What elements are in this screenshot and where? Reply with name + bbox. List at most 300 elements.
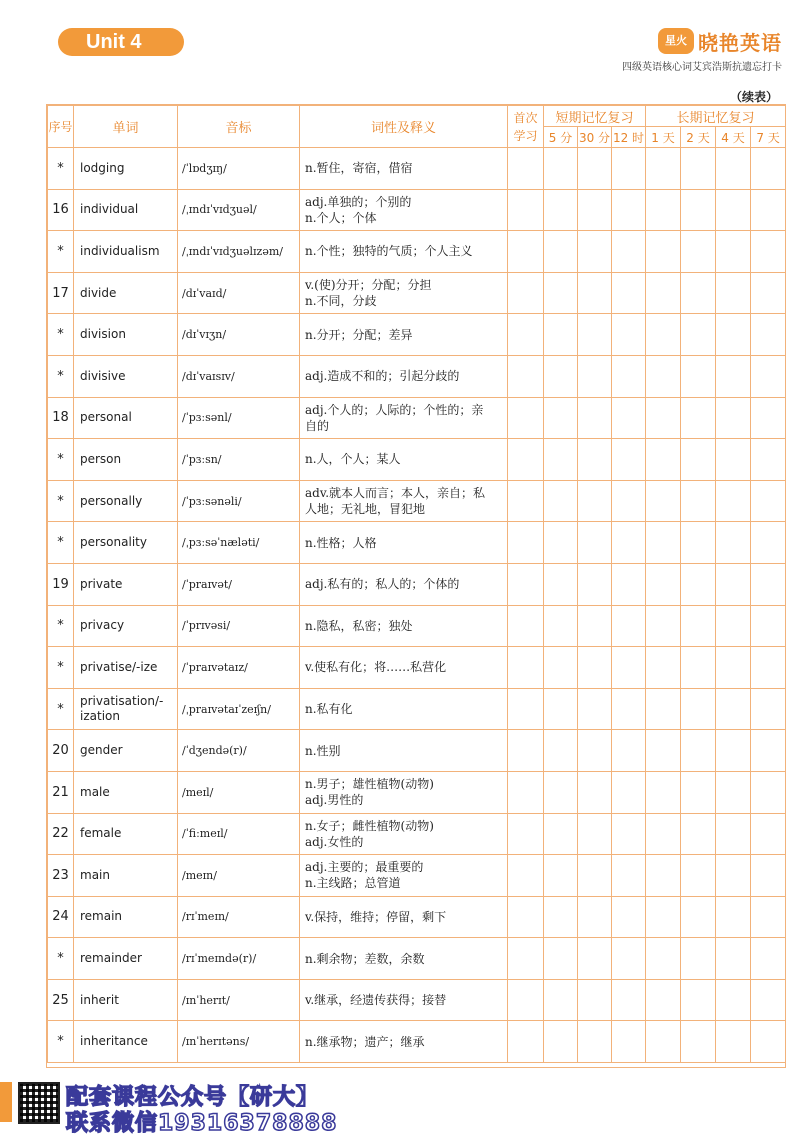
row-definition <box>300 979 508 1021</box>
review-checkbox-cell[interactable] <box>716 855 751 897</box>
table-row <box>48 688 786 730</box>
row-phonetic: /ɪnˈherɪt/ <box>178 979 300 1021</box>
review-checkbox-cell[interactable] <box>544 439 578 481</box>
row-phonetic: /dɪˈvaɪd/ <box>178 272 300 314</box>
review-checkbox-cell[interactable] <box>646 855 681 897</box>
definition-line: n.分开；分配；差异 <box>305 327 413 342</box>
table-row <box>48 979 786 1021</box>
table-row <box>48 272 786 314</box>
review-checkbox-cell[interactable] <box>578 522 612 564</box>
row-number: * <box>48 938 74 980</box>
review-checkbox-cell[interactable] <box>716 397 751 439</box>
row-word: private <box>74 563 178 605</box>
review-checkbox-cell[interactable] <box>646 896 681 938</box>
review-checkbox-cell[interactable] <box>716 439 751 481</box>
review-checkbox-cell[interactable] <box>612 730 646 772</box>
review-checkbox-cell[interactable] <box>646 730 681 772</box>
review-checkbox-cell[interactable] <box>751 355 786 397</box>
review-checkbox-cell[interactable] <box>716 647 751 689</box>
review-checkbox-cell[interactable] <box>508 314 544 356</box>
review-checkbox-cell[interactable] <box>544 314 578 356</box>
row-phonetic: /ˈpɜːsənəli/ <box>178 480 300 522</box>
review-checkbox-cell[interactable] <box>544 563 578 605</box>
review-checkbox-cell[interactable] <box>544 647 578 689</box>
review-checkbox-cell[interactable] <box>578 688 612 730</box>
review-checkbox-cell[interactable] <box>646 480 681 522</box>
review-checkbox-cell[interactable] <box>612 1021 646 1063</box>
row-number: 18 <box>48 397 74 439</box>
row-definition <box>300 355 508 397</box>
row-word: division <box>74 314 178 356</box>
row-word: personality <box>74 522 178 564</box>
review-checkbox-cell[interactable] <box>751 480 786 522</box>
review-checkbox-cell[interactable] <box>646 522 681 564</box>
review-checkbox-cell[interactable] <box>716 355 751 397</box>
review-checkbox-cell[interactable] <box>508 231 544 273</box>
row-phonetic: /ˈpraɪvət/ <box>178 563 300 605</box>
review-checkbox-cell[interactable] <box>612 355 646 397</box>
review-checkbox-cell[interactable] <box>544 605 578 647</box>
review-checkbox-cell[interactable] <box>612 522 646 564</box>
header-30min: 30 分 <box>578 127 612 148</box>
definition-line: v.继承，经遗传获得；接替 <box>305 993 447 1008</box>
review-checkbox-cell[interactable] <box>578 231 612 273</box>
review-checkbox-cell[interactable] <box>716 522 751 564</box>
row-number: * <box>48 522 74 564</box>
review-checkbox-cell[interactable] <box>646 938 681 980</box>
review-checkbox-cell[interactable] <box>508 813 544 855</box>
review-checkbox-cell[interactable] <box>681 813 716 855</box>
row-word: male <box>74 771 178 813</box>
review-checkbox-cell[interactable] <box>681 855 716 897</box>
row-number: 24 <box>48 896 74 938</box>
review-checkbox-cell[interactable] <box>646 605 681 647</box>
review-checkbox-cell[interactable] <box>612 563 646 605</box>
review-checkbox-cell[interactable] <box>508 688 544 730</box>
review-checkbox-cell[interactable] <box>681 1021 716 1063</box>
review-checkbox-cell[interactable] <box>578 1021 612 1063</box>
review-checkbox-cell[interactable] <box>646 189 681 231</box>
review-checkbox-cell[interactable] <box>612 688 646 730</box>
review-checkbox-cell[interactable] <box>612 605 646 647</box>
review-checkbox-cell[interactable] <box>716 272 751 314</box>
row-number: * <box>48 314 74 356</box>
review-checkbox-cell[interactable] <box>508 522 544 564</box>
review-checkbox-cell[interactable] <box>681 730 716 772</box>
review-checkbox-cell[interactable] <box>681 355 716 397</box>
row-number: 22 <box>48 813 74 855</box>
table-row <box>48 189 786 231</box>
review-checkbox-cell[interactable] <box>508 397 544 439</box>
definition-line: adj.男性的 <box>305 793 364 808</box>
review-checkbox-cell[interactable] <box>681 938 716 980</box>
review-checkbox-cell[interactable] <box>716 938 751 980</box>
review-checkbox-cell[interactable] <box>578 480 612 522</box>
review-checkbox-cell[interactable] <box>681 397 716 439</box>
review-checkbox-cell[interactable] <box>716 896 751 938</box>
definition-line: n.女子；雌性植物(动物) <box>305 818 434 833</box>
review-checkbox-cell[interactable] <box>751 688 786 730</box>
review-checkbox-cell[interactable] <box>646 688 681 730</box>
review-checkbox-cell[interactable] <box>751 771 786 813</box>
row-number: 21 <box>48 771 74 813</box>
review-checkbox-cell[interactable] <box>681 771 716 813</box>
review-checkbox-cell[interactable] <box>751 272 786 314</box>
review-checkbox-cell[interactable] <box>578 771 612 813</box>
row-phonetic: /dɪˈvɪʒn/ <box>178 314 300 356</box>
row-number: 23 <box>48 855 74 897</box>
review-checkbox-cell[interactable] <box>716 314 751 356</box>
row-phonetic: /meɪn/ <box>178 855 300 897</box>
review-checkbox-cell[interactable] <box>716 231 751 273</box>
row-phonetic: /ˈpɜːsənl/ <box>178 397 300 439</box>
review-checkbox-cell[interactable] <box>578 439 612 481</box>
review-checkbox-cell[interactable] <box>646 397 681 439</box>
row-definition <box>300 855 508 897</box>
definition-line: n.男子；雄性植物(动物) <box>305 777 434 792</box>
definition-line: n.隐私，私密；独处 <box>305 618 413 633</box>
table-row <box>48 563 786 605</box>
review-checkbox-cell[interactable] <box>646 439 681 481</box>
row-phonetic: /dɪˈvaɪsɪv/ <box>178 355 300 397</box>
review-checkbox-cell[interactable] <box>681 148 716 190</box>
definition-line: v.保持，维持；停留，剩下 <box>305 909 447 924</box>
row-word: individual <box>74 189 178 231</box>
row-phonetic: /ˌɪndɪˈvɪdʒuəlɪzəm/ <box>178 231 300 273</box>
review-checkbox-cell[interactable] <box>716 688 751 730</box>
header-definition: 词性及释义 <box>300 106 508 148</box>
row-number: 16 <box>48 189 74 231</box>
table-row <box>48 771 786 813</box>
review-checkbox-cell[interactable] <box>612 189 646 231</box>
review-checkbox-cell[interactable] <box>681 647 716 689</box>
definition-line: n.不同，分歧 <box>305 294 377 309</box>
vocab-table <box>47 105 786 1063</box>
row-phonetic: /ˌpraɪvətaɪˈzeɪʃn/ <box>178 688 300 730</box>
row-word: personally <box>74 480 178 522</box>
definition-line: adj.造成不和的；引起分歧的 <box>305 369 460 384</box>
review-checkbox-cell[interactable] <box>716 480 751 522</box>
row-word: individualism <box>74 231 178 273</box>
review-checkbox-cell[interactable] <box>681 480 716 522</box>
row-word: lodging <box>74 148 178 190</box>
review-checkbox-cell[interactable] <box>612 272 646 314</box>
header-5min: 5 分 <box>544 127 578 148</box>
row-word: personal <box>74 397 178 439</box>
definition-line: n.人，个人；某人 <box>305 452 401 467</box>
row-word: privatise/-ize <box>74 647 178 689</box>
review-checkbox-cell[interactable] <box>508 272 544 314</box>
header-2day: 2 天 <box>681 127 716 148</box>
review-checkbox-cell[interactable] <box>681 522 716 564</box>
row-number: * <box>48 605 74 647</box>
review-checkbox-cell[interactable] <box>681 231 716 273</box>
review-checkbox-cell[interactable] <box>716 730 751 772</box>
row-definition <box>300 397 508 439</box>
continued-label: （续表） <box>729 90 778 104</box>
review-checkbox-cell[interactable] <box>508 896 544 938</box>
review-checkbox-cell[interactable] <box>751 938 786 980</box>
review-checkbox-cell[interactable] <box>544 522 578 564</box>
review-checkbox-cell[interactable] <box>716 563 751 605</box>
review-checkbox-cell[interactable] <box>508 148 544 190</box>
review-checkbox-cell[interactable] <box>681 605 716 647</box>
review-checkbox-cell[interactable] <box>578 855 612 897</box>
review-checkbox-cell[interactable] <box>751 647 786 689</box>
vocab-table-body <box>48 148 786 1063</box>
review-checkbox-cell[interactable] <box>544 938 578 980</box>
review-checkbox-cell[interactable] <box>751 1021 786 1063</box>
row-phonetic: /ɪnˈherɪtəns/ <box>178 1021 300 1063</box>
review-checkbox-cell[interactable] <box>544 272 578 314</box>
footer-accent-bar <box>0 1082 12 1122</box>
review-checkbox-cell[interactable] <box>646 231 681 273</box>
review-checkbox-cell[interactable] <box>544 189 578 231</box>
review-checkbox-cell[interactable] <box>646 647 681 689</box>
page-subtitle: 四级英语核心词艾宾浩斯抗遗忘打卡 <box>622 62 782 73</box>
review-checkbox-cell[interactable] <box>751 979 786 1021</box>
review-checkbox-cell[interactable] <box>578 272 612 314</box>
review-checkbox-cell[interactable] <box>544 355 578 397</box>
row-number: * <box>48 1021 74 1063</box>
review-checkbox-cell[interactable] <box>646 272 681 314</box>
review-checkbox-cell[interactable] <box>544 480 578 522</box>
row-word: divisive <box>74 355 178 397</box>
review-checkbox-cell[interactable] <box>508 730 544 772</box>
table-row <box>48 813 786 855</box>
row-definition <box>300 1021 508 1063</box>
review-checkbox-cell[interactable] <box>751 813 786 855</box>
vocab-table-container <box>46 104 786 1068</box>
qr-code-icon <box>18 1082 60 1124</box>
row-definition <box>300 314 508 356</box>
review-checkbox-cell[interactable] <box>544 730 578 772</box>
row-number: 19 <box>48 563 74 605</box>
review-checkbox-cell[interactable] <box>751 314 786 356</box>
row-phonetic: /ˈlɒdʒɪŋ/ <box>178 148 300 190</box>
review-checkbox-cell[interactable] <box>578 979 612 1021</box>
table-row <box>48 605 786 647</box>
review-checkbox-cell[interactable] <box>751 148 786 190</box>
table-row <box>48 938 786 980</box>
table-row <box>48 439 786 481</box>
definition-line: n.性格；人格 <box>305 535 377 550</box>
review-checkbox-cell[interactable] <box>716 813 751 855</box>
review-checkbox-cell[interactable] <box>716 771 751 813</box>
review-checkbox-cell[interactable] <box>716 189 751 231</box>
review-checkbox-cell[interactable] <box>681 314 716 356</box>
definition-line: adj.单独的；个别的 <box>305 194 412 209</box>
row-number: 25 <box>48 979 74 1021</box>
row-phonetic: /ˈprɪvəsi/ <box>178 605 300 647</box>
definition-line: n.继承物；遗产；继承 <box>305 1034 425 1049</box>
review-checkbox-cell[interactable] <box>544 813 578 855</box>
row-number: * <box>48 439 74 481</box>
definition-line: adj.女性的 <box>305 834 364 849</box>
review-checkbox-cell[interactable] <box>578 355 612 397</box>
review-checkbox-cell[interactable] <box>612 439 646 481</box>
review-checkbox-cell[interactable] <box>544 979 578 1021</box>
review-checkbox-cell[interactable] <box>751 605 786 647</box>
review-checkbox-cell[interactable] <box>716 979 751 1021</box>
review-checkbox-cell[interactable] <box>751 231 786 273</box>
table-row <box>48 896 786 938</box>
review-checkbox-cell[interactable] <box>578 647 612 689</box>
review-checkbox-cell[interactable] <box>578 314 612 356</box>
row-word: privatisation/-ization <box>74 688 178 730</box>
review-checkbox-cell[interactable] <box>681 563 716 605</box>
review-checkbox-cell[interactable] <box>716 1021 751 1063</box>
review-checkbox-cell[interactable] <box>751 189 786 231</box>
review-checkbox-cell[interactable] <box>508 647 544 689</box>
review-checkbox-cell[interactable] <box>612 938 646 980</box>
header-no: 序号 <box>48 106 74 148</box>
review-checkbox-cell[interactable] <box>751 439 786 481</box>
review-checkbox-cell[interactable] <box>612 397 646 439</box>
review-checkbox-cell[interactable] <box>646 148 681 190</box>
definition-line: n.主线路；总管道 <box>305 876 401 891</box>
review-checkbox-cell[interactable] <box>508 605 544 647</box>
review-checkbox-cell[interactable] <box>508 938 544 980</box>
review-checkbox-cell[interactable] <box>612 979 646 1021</box>
review-checkbox-cell[interactable] <box>578 397 612 439</box>
review-checkbox-cell[interactable] <box>508 1021 544 1063</box>
table-row <box>48 314 786 356</box>
row-word: main <box>74 855 178 897</box>
review-checkbox-cell[interactable] <box>508 355 544 397</box>
review-checkbox-cell[interactable] <box>544 231 578 273</box>
row-word: remain <box>74 896 178 938</box>
row-number: * <box>48 480 74 522</box>
row-definition <box>300 896 508 938</box>
review-checkbox-cell[interactable] <box>681 189 716 231</box>
review-checkbox-cell[interactable] <box>612 896 646 938</box>
row-definition <box>300 647 508 689</box>
review-checkbox-cell[interactable] <box>508 979 544 1021</box>
review-checkbox-cell[interactable] <box>544 688 578 730</box>
review-checkbox-cell[interactable] <box>751 397 786 439</box>
review-checkbox-cell[interactable] <box>716 605 751 647</box>
review-checkbox-cell[interactable] <box>508 189 544 231</box>
table-row <box>48 522 786 564</box>
definition-line: n.个人；个体 <box>305 210 377 225</box>
review-checkbox-cell[interactable] <box>578 148 612 190</box>
review-checkbox-cell[interactable] <box>578 563 612 605</box>
review-checkbox-cell[interactable] <box>681 979 716 1021</box>
review-checkbox-cell[interactable] <box>646 563 681 605</box>
review-checkbox-cell[interactable] <box>508 563 544 605</box>
header-1day: 1 天 <box>646 127 681 148</box>
row-phonetic: /ˈpɜːsn/ <box>178 439 300 481</box>
row-number: * <box>48 647 74 689</box>
row-definition <box>300 189 508 231</box>
review-checkbox-cell[interactable] <box>578 938 612 980</box>
review-checkbox-cell[interactable] <box>612 231 646 273</box>
review-checkbox-cell[interactable] <box>681 896 716 938</box>
review-checkbox-cell[interactable] <box>612 855 646 897</box>
review-checkbox-cell[interactable] <box>508 439 544 481</box>
review-checkbox-cell[interactable] <box>751 855 786 897</box>
review-checkbox-cell[interactable] <box>508 480 544 522</box>
review-checkbox-cell[interactable] <box>578 896 612 938</box>
review-checkbox-cell[interactable] <box>544 771 578 813</box>
review-checkbox-cell[interactable] <box>681 688 716 730</box>
row-word: inheritance <box>74 1021 178 1063</box>
row-word: gender <box>74 730 178 772</box>
review-checkbox-cell[interactable] <box>646 1021 681 1063</box>
review-checkbox-cell[interactable] <box>646 771 681 813</box>
row-phonetic: /ˈfiːmeɪl/ <box>178 813 300 855</box>
review-checkbox-cell[interactable] <box>646 979 681 1021</box>
review-checkbox-cell[interactable] <box>612 314 646 356</box>
review-checkbox-cell[interactable] <box>544 397 578 439</box>
row-definition <box>300 480 508 522</box>
review-checkbox-cell[interactable] <box>716 148 751 190</box>
review-checkbox-cell[interactable] <box>681 439 716 481</box>
review-checkbox-cell[interactable] <box>612 813 646 855</box>
row-definition <box>300 771 508 813</box>
review-checkbox-cell[interactable] <box>751 896 786 938</box>
table-row <box>48 647 786 689</box>
review-checkbox-cell[interactable] <box>612 647 646 689</box>
header-7day: 7 天 <box>751 127 786 148</box>
review-checkbox-cell[interactable] <box>751 522 786 564</box>
row-definition <box>300 148 508 190</box>
row-phonetic: /ˌɪndɪˈvɪdʒuəl/ <box>178 189 300 231</box>
row-definition <box>300 813 508 855</box>
review-checkbox-cell[interactable] <box>681 272 716 314</box>
review-checkbox-cell[interactable] <box>544 896 578 938</box>
table-row <box>48 480 786 522</box>
review-checkbox-cell[interactable] <box>612 771 646 813</box>
row-phonetic: /ˈpraɪvətaɪz/ <box>178 647 300 689</box>
definition-line: 自的 <box>305 418 330 433</box>
review-checkbox-cell[interactable] <box>612 148 646 190</box>
watermark-line-2: 联系微信19316378888 <box>66 1111 338 1136</box>
review-checkbox-cell[interactable] <box>508 855 544 897</box>
row-definition <box>300 272 508 314</box>
review-checkbox-cell[interactable] <box>578 813 612 855</box>
table-row <box>48 397 786 439</box>
brand-logo-icon: 星火 <box>658 28 694 54</box>
definition-line: n.私有化 <box>305 702 353 717</box>
review-checkbox-cell[interactable] <box>751 563 786 605</box>
review-checkbox-cell[interactable] <box>646 813 681 855</box>
review-checkbox-cell[interactable] <box>578 605 612 647</box>
review-checkbox-cell[interactable] <box>508 771 544 813</box>
review-checkbox-cell[interactable] <box>544 855 578 897</box>
review-checkbox-cell[interactable] <box>646 355 681 397</box>
review-checkbox-cell[interactable] <box>544 148 578 190</box>
definition-line: v.(使)分开；分配；分担 <box>305 278 432 293</box>
table-row <box>48 855 786 897</box>
row-word: inherit <box>74 979 178 1021</box>
header-phonetic: 音标 <box>178 106 300 148</box>
brand <box>658 26 782 56</box>
review-checkbox-cell[interactable] <box>646 314 681 356</box>
review-checkbox-cell[interactable] <box>578 189 612 231</box>
table-row <box>48 730 786 772</box>
row-word: privacy <box>74 605 178 647</box>
review-checkbox-cell[interactable] <box>578 730 612 772</box>
review-checkbox-cell[interactable] <box>751 730 786 772</box>
row-definition <box>300 522 508 564</box>
review-checkbox-cell[interactable] <box>612 480 646 522</box>
review-checkbox-cell[interactable] <box>544 1021 578 1063</box>
table-row <box>48 148 786 190</box>
table-row <box>48 1021 786 1063</box>
definition-line: adj.主要的；最重要的 <box>305 860 424 875</box>
